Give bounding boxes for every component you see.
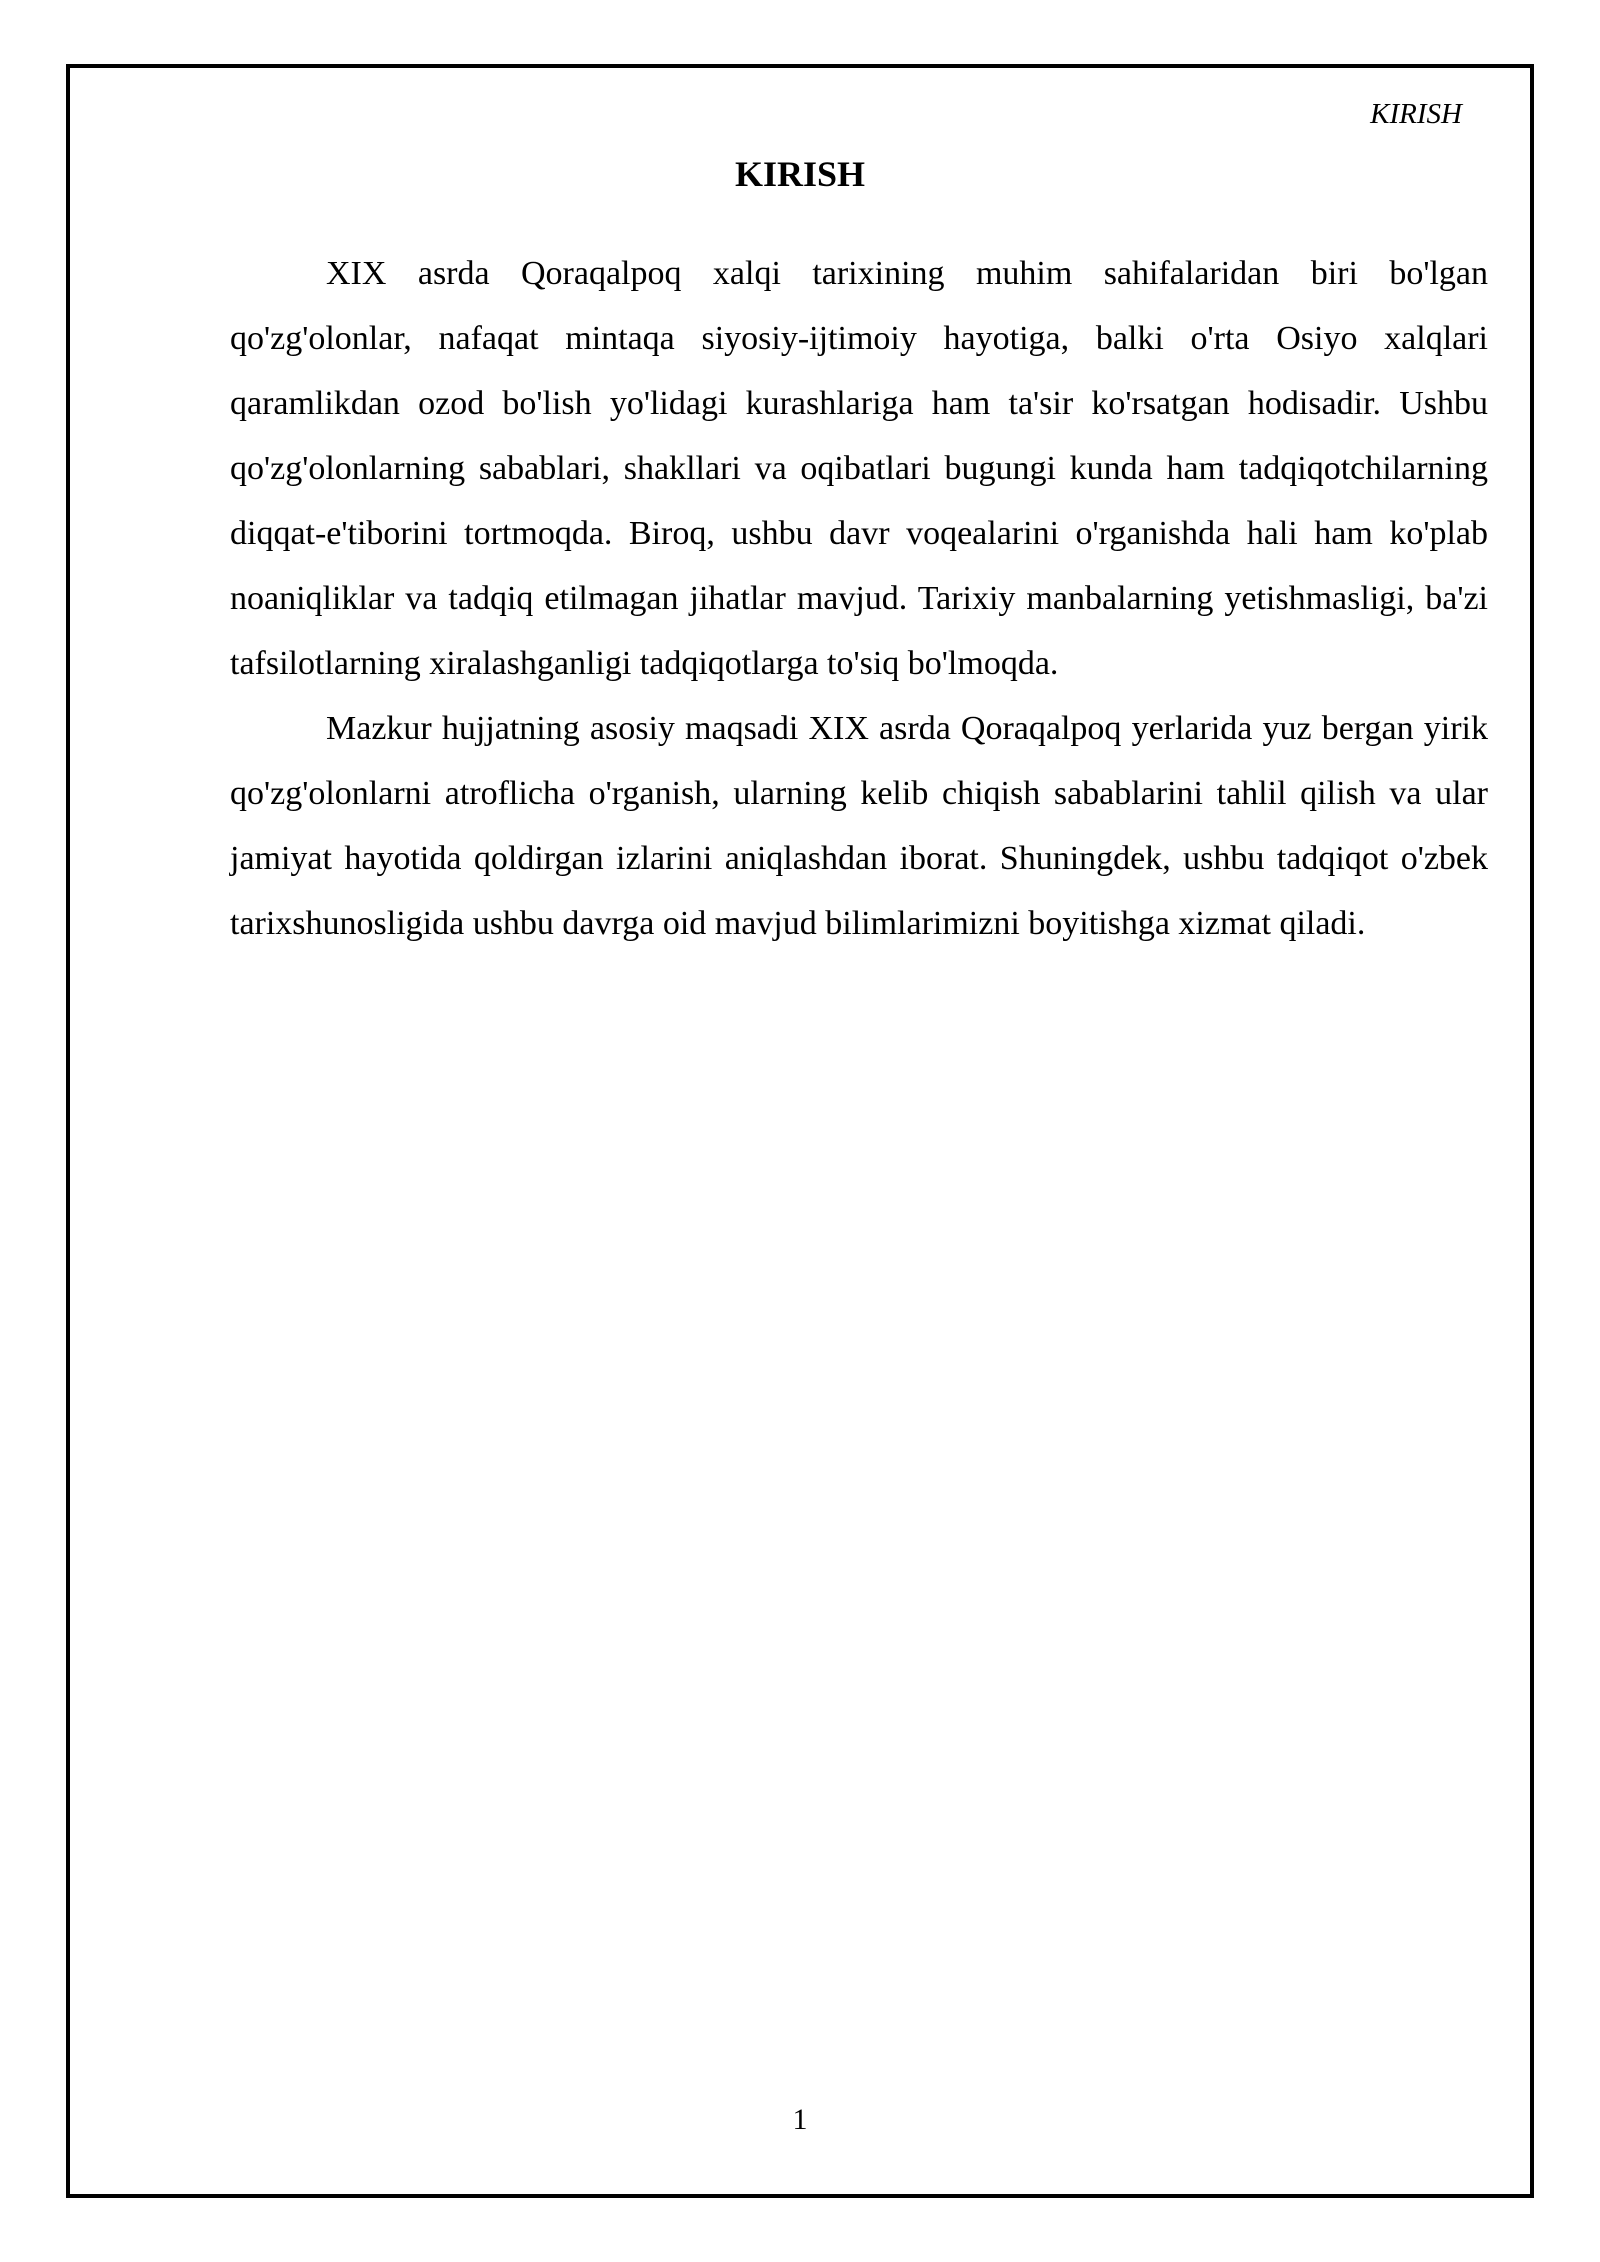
paragraph-2: Mazkur hujjatning asosiy maqsadi XIX asrda Qoraqalpoq yerlarida yuz bergan yirik qo'zg'olonlarni atroflicha o'rganish, ularning kelib chiqish sabablarini tahlil qilish va ular jamiyat hayotida qoldirgan izlarini aniqlashdan iborat. Shuningdek, ushbu tadqiqot o'zbek tarixshunosligida ushbu davrga oid mavjud bilimlarimizni boyitishga xizmat qiladi. <box>230 710 1488 942</box>
page-title: KIRISH <box>734 154 866 194</box>
paragraph-1: XIX asrda Qoraqalpoq xalqi tarixining muhim sahifalaridan biri bo'lgan qo'zg'olonlar, nafaqat mintaqa siyosiy-ijtimoiy hayotiga, balki o'rta Osiyo xalqlari qaramlikdan ozod bo'lish yo'lidagi kurashlariga ham ta'sir ko'rsatgan hodisadir. Ushbu qo'zg'olonlarning sabablari, shakllari va oqibatlari bugungi kunda ham tadqiqotchilarning diqqat-e'tiborini tortmoqda. Biroq, ushbu davr voqealarini o'rganishda hali ham ko'plab noaniqliklar va tadqiq etilmagan jihatlar mavjud. Tarixiy manbalarning yetishmasligi, ba'zi tafsilotlarning xiralashganligi tadqiqotlarga to'siq bo'lmoqda. <box>230 255 1488 682</box>
body-text <box>230 241 1488 956</box>
page-number: 1 <box>792 2103 808 2136</box>
running-header: KIRISH <box>1370 98 1462 130</box>
